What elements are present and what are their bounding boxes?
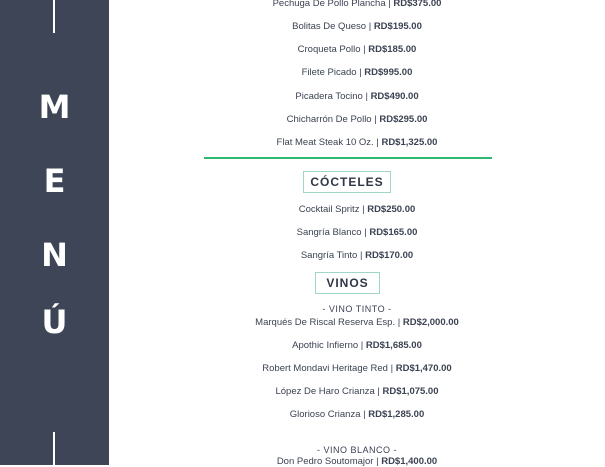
separator: |: [365, 91, 368, 102]
sidebar-letter-e: E: [43, 162, 66, 200]
menu-item: [109, 250, 605, 261]
sidebar-letter-n: N: [41, 236, 68, 274]
menu-sidebar: [0, 0, 109, 465]
item-name: Bolitas De Queso: [292, 21, 367, 32]
item-price: RD$295.00: [379, 114, 428, 125]
item-price: RD$170.00: [365, 250, 414, 261]
separator: |: [359, 67, 362, 78]
item-price: RD$1,285.00: [368, 409, 425, 420]
item-name: Chicharrón De Pollo: [286, 114, 372, 125]
menu-item: [109, 363, 605, 374]
menu-item: [109, 456, 605, 467]
menu-item: [109, 386, 605, 397]
item-name: Pechuga De Pollo Plancha: [272, 0, 386, 9]
separator: |: [388, 0, 391, 9]
sidebar-letter-u: Ú: [41, 303, 68, 341]
sidebar-letter-m: M: [38, 88, 71, 126]
menu-item: [109, 317, 605, 328]
item-name: Picadera Tocino: [295, 91, 363, 102]
item-price: RD$185.00: [368, 44, 417, 55]
item-price: RD$250.00: [367, 204, 416, 215]
section-divider: [204, 157, 492, 159]
item-price: RD$195.00: [373, 21, 422, 32]
item-price: RD$1,685.00: [365, 340, 422, 351]
separator: |: [362, 204, 365, 215]
item-price: RD$1,075.00: [382, 386, 439, 397]
item-name: Don Pedro Soutomajor: [276, 456, 374, 467]
section-title-cocteles: CÓCTELES: [303, 171, 391, 193]
section-title-vinos: VINOS: [315, 272, 380, 294]
separator: |: [364, 227, 367, 238]
item-price: RD$1,400.00: [381, 456, 438, 467]
item-price: RD$2,000.00: [402, 317, 459, 328]
menu-item: [109, 227, 605, 238]
separator: |: [359, 250, 363, 261]
separator: |: [376, 456, 379, 467]
menu-item: [109, 409, 605, 420]
separator: |: [390, 363, 394, 374]
item-price: RD$165.00: [369, 227, 418, 238]
item-name: Croqueta Pollo: [297, 44, 361, 55]
menu-item: [109, 114, 605, 125]
separator: |: [368, 21, 372, 32]
menu-item: [109, 67, 605, 78]
menu-content: [109, 0, 605, 465]
separator: |: [363, 409, 366, 420]
menu-item: [109, 137, 605, 148]
item-name: Robert Mondavi Heritage Red: [262, 363, 388, 374]
menu-item: [109, 340, 605, 351]
separator: |: [397, 317, 401, 328]
menu-item: [109, 0, 605, 9]
item-name: López De Haro Crianza: [275, 386, 375, 397]
item-price: RD$490.00: [370, 91, 419, 102]
item-name: Filete Picado: [301, 67, 357, 78]
item-name: Glorioso Crianza: [289, 409, 361, 420]
item-price: RD$995.00: [364, 67, 413, 78]
item-price: RD$1,470.00: [395, 363, 452, 374]
separator: |: [363, 44, 366, 55]
menu-item: [109, 44, 605, 55]
separator: |: [360, 340, 364, 351]
menu-item: [109, 204, 605, 215]
item-price: RD$375.00: [393, 0, 442, 9]
sidebar-top-line: [53, 0, 55, 33]
item-name: Sangría Blanco: [296, 227, 362, 238]
menu-item: [109, 91, 605, 102]
item-name: Cocktail Spritz: [298, 204, 360, 215]
subheading-vino-blanco: - VINO BLANCO -: [316, 445, 397, 455]
menu-item: [109, 21, 605, 32]
subheading-vino-tinto: - VINO TINTO -: [322, 304, 392, 314]
sidebar-bottom-line: [53, 432, 55, 465]
item-price: RD$1,325.00: [381, 137, 438, 148]
item-name: Apothic Infierno: [292, 340, 359, 351]
item-name: Flat Meat Steak 10 Oz.: [276, 137, 374, 148]
separator: |: [377, 386, 380, 397]
separator: |: [374, 114, 377, 125]
item-name: Marqués De Riscal Reserva Esp.: [255, 317, 396, 328]
separator: |: [376, 137, 379, 148]
item-name: Sangría Tinto: [300, 250, 358, 261]
